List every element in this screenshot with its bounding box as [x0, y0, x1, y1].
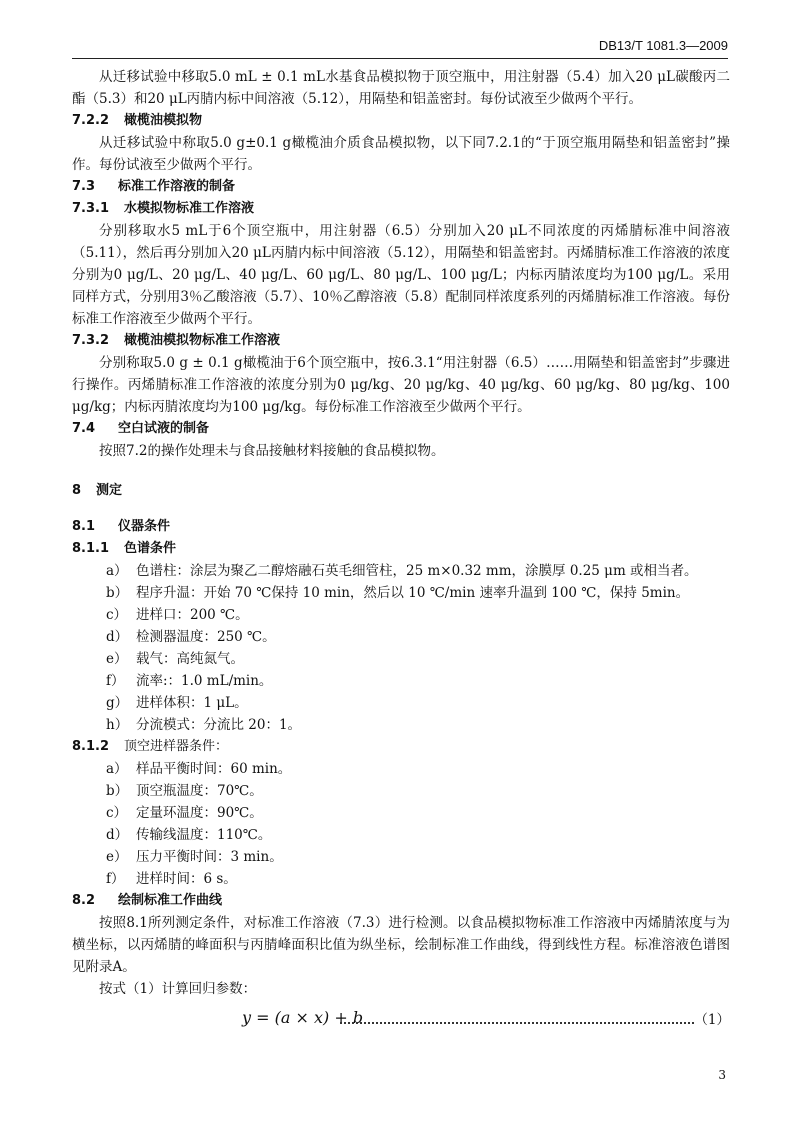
- paragraph-formula-intro: 按式（1）计算回归参数：: [99, 981, 257, 997]
- heading-number: 8.1.2: [72, 739, 110, 754]
- heading-title: 绘制标准工作曲线: [118, 893, 223, 908]
- list-item: [72, 846, 730, 868]
- item-label: e）: [106, 849, 128, 865]
- item-text: 定量环温度：90℃。: [136, 805, 263, 821]
- list-item: [72, 714, 730, 736]
- item-label: d）: [106, 827, 129, 843]
- list-item: [72, 868, 730, 890]
- item-label: b）: [106, 783, 129, 799]
- heading-number: 7.4: [72, 421, 96, 436]
- heading-number: 7.2.2: [72, 113, 110, 128]
- list-item: [72, 758, 730, 780]
- list-item: [72, 604, 730, 626]
- headspace-conditions-list: [72, 758, 730, 890]
- list-item: [72, 780, 730, 802]
- section-gap: [72, 502, 730, 516]
- heading-7-3-2: [72, 330, 730, 352]
- item-label: g）: [106, 695, 129, 711]
- heading-number: 7.3.2: [72, 333, 110, 348]
- item-text: 检测器温度：250 ℃。: [136, 629, 276, 645]
- item-text: 进样体积：1 μL。: [136, 695, 248, 711]
- equation-number: （1）: [694, 1012, 730, 1028]
- item-label: b）: [106, 585, 129, 601]
- item-label: a）: [106, 761, 128, 777]
- item-text: 程序升温：开始 70 ℃保持 10 min，然后以 10 ℃/min 速率升温到 100 ℃，保持 5min。: [136, 585, 690, 601]
- heading-title: 橄榄油模拟物: [124, 113, 203, 128]
- item-text: 进样口：200 ℃。: [136, 607, 249, 623]
- heading-8-1: [72, 516, 730, 538]
- item-label: f）: [106, 871, 125, 887]
- list-item: [72, 560, 730, 582]
- heading-7-4: [72, 418, 730, 440]
- heading-title: 顶空进样器条件：: [124, 739, 229, 754]
- list-item: [72, 670, 730, 692]
- paragraph-8-2: 按照8.1所列测定条件，对标准工作溶液（7.3）进行检测。以食品模拟物标准工作溶液中丙烯腈浓度与为横坐标，以丙烯腈的峰面积与丙腈峰面积比值为纵坐标，绘制标准工作曲线，得到线性方程。标准溶液色谱图见附录A。: [72, 915, 730, 975]
- page-number: 3: [718, 1068, 726, 1082]
- heading-8: [72, 480, 730, 502]
- item-text: 进样时间：6 s。: [136, 871, 237, 887]
- item-label: e）: [106, 651, 128, 667]
- section-gap: [72, 462, 730, 480]
- heading-title: 色谱条件: [124, 541, 177, 556]
- item-text: 色谱柱：涂层为聚乙二醇熔融石英毛细管柱，25 m×0.32 mm，涂膜厚 0.25 μm 或相当者。: [136, 563, 698, 579]
- equation-1: [72, 1006, 730, 1034]
- page-body: [72, 66, 730, 1034]
- paragraph-7-4: 按照7.2的操作处理未与食品接触材料接触的食品模拟物。: [99, 443, 445, 459]
- heading-title: 水模拟物标准工作溶液: [124, 201, 255, 216]
- item-text: 顶空瓶温度：70℃。: [136, 783, 263, 799]
- item-label: c）: [106, 607, 128, 623]
- item-label: h）: [106, 717, 129, 733]
- heading-7-3-1: [72, 198, 730, 220]
- equation-leader-dots: [340, 1012, 694, 1024]
- document-code: DB13/T 1081.3—2009: [598, 38, 728, 53]
- list-item: [72, 802, 730, 824]
- heading-title: 空白试液的制备: [118, 421, 210, 436]
- heading-8-1-1: [72, 538, 730, 560]
- heading-8-2: [72, 890, 730, 912]
- item-text: 压力平衡时间：3 min。: [136, 849, 283, 865]
- paragraph-7-3-1: 分别移取水5 mL于6个顶空瓶中，用注射器（6.5）分别加入20 μL不同浓度的丙烯腈标准中间溶液（5.11），然后再分别加入20 μL丙腈内标中间溶液（5.12），用隔垫和铝盖密封。丙烯腈标准工作溶液的浓度分别为0 μg/L、20 μg/L、40 μg/L、60 μg/L、80 μg/L、100 μg/L；内标丙腈浓度均为100 μg/L。采用同样方式，分别用3％乙酸溶液（5.7）、10％乙醇溶液（5.8）配制同样浓度系列的丙烯腈标准工作溶液。每份标准工作溶液至少做两个平行。: [72, 223, 730, 327]
- heading-title: 标准工作溶液的制备: [118, 179, 236, 194]
- paragraph-7-3-2: 分别称取5.0 g ± 0.1 g橄榄油于6个顶空瓶中，按6.3.1“用注射器（6.5）……用隔垫和铝盖密封”步骤进行操作。丙烯腈标准工作溶液的浓度分别为0 μg/kg、20 μg/kg、40 μg/kg、60 μg/kg、80 μg/kg、100 μg/kg；内标丙腈浓度均为100 μg/kg。每份标准工作溶液至少做两个平行。: [72, 355, 730, 415]
- item-label: a）: [106, 563, 128, 579]
- item-text: 流率:：1.0 mL/min。: [136, 673, 273, 689]
- list-item: [72, 626, 730, 648]
- list-item: [72, 692, 730, 714]
- list-item: [72, 582, 730, 604]
- heading-number: 8.1: [72, 519, 96, 534]
- paragraph-7-2-2: 从迁移试验中称取5.0 g±0.1 g橄榄油介质食品模拟物，以下同7.2.1的“于顶空瓶用隔垫和铝盖密封”操作。每份试液至少做两个平行。: [72, 135, 730, 173]
- item-label: f）: [106, 673, 125, 689]
- heading-7-3: [72, 176, 730, 198]
- heading-number: 8: [72, 483, 82, 498]
- list-item: [72, 648, 730, 670]
- paragraph-water-simulant: 从迁移试验中移取5.0 mL ± 0.1 mL水基食品模拟物于顶空瓶中，用注射器（5.4）加入20 μL碳酸丙二酯（5.3）和20 μL丙腈内标中间溶液（5.12），用隔垫和铝盖密封。每份试液至少做两个平行。: [72, 69, 730, 107]
- list-item: [72, 824, 730, 846]
- item-text: 样品平衡时间：60 min。: [136, 761, 292, 777]
- item-label: c）: [106, 805, 128, 821]
- header-rule: [72, 58, 728, 59]
- item-text: 载气：高纯氮气。: [136, 651, 244, 667]
- chromatography-conditions-list: [72, 560, 730, 736]
- heading-number: 7.3.1: [72, 201, 110, 216]
- heading-number: 8.2: [72, 893, 96, 908]
- equation-formula: y = (a × x) + b: [242, 1008, 364, 1027]
- heading-7-2-2: [72, 110, 730, 132]
- heading-number: 7.3: [72, 179, 96, 194]
- heading-title: 仪器条件: [118, 519, 171, 534]
- item-text: 分流模式：分流比 20：1。: [136, 717, 302, 733]
- heading-title: 橄榄油模拟物标准工作溶液: [124, 333, 281, 348]
- heading-number: 8.1.1: [72, 541, 110, 556]
- heading-8-1-2: [72, 736, 730, 758]
- heading-title: 测定: [96, 483, 123, 498]
- item-text: 传输线温度：110℃。: [136, 827, 272, 843]
- item-label: d）: [106, 629, 129, 645]
